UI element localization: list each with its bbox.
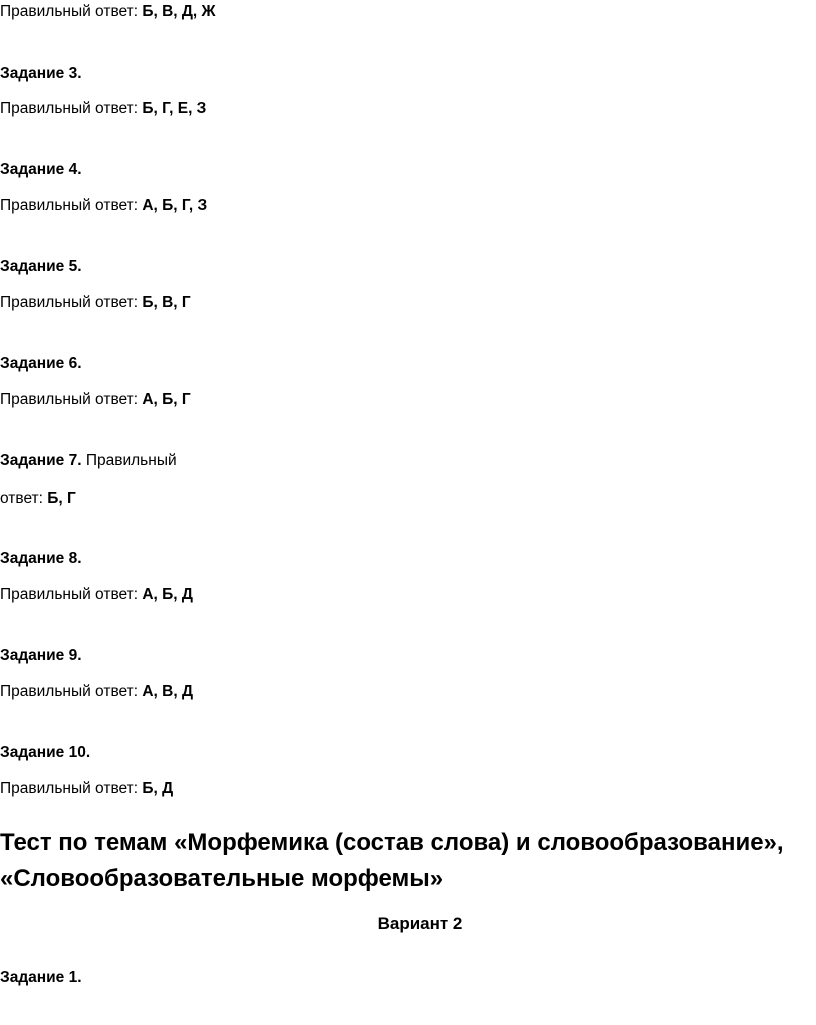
answer-value: А, Б, Д <box>142 586 193 603</box>
answer-line <box>0 196 207 216</box>
answer-value: А, Б, Г, З <box>142 197 208 214</box>
answer-line <box>0 585 193 605</box>
task-heading-inline <box>0 451 177 471</box>
answer-line <box>0 390 191 410</box>
answer-label-part2: ответ: <box>0 490 43 507</box>
answer-line <box>0 2 216 22</box>
answer-label-part1: Правильный <box>85 452 177 469</box>
answer-value: А, Б, Г <box>142 391 191 408</box>
task-heading: Задание 8. <box>0 550 82 567</box>
task-heading: Задание 3. <box>0 65 82 82</box>
variant-heading: Вариант 2 <box>377 914 463 933</box>
answer-value: Б, Г <box>47 490 76 507</box>
task-heading: Задание 10. <box>0 744 91 761</box>
answer-value: Б, В, Д, Ж <box>142 3 216 20</box>
task-heading: Задание 6. <box>0 355 82 372</box>
task-heading: Задание 1. <box>0 969 82 986</box>
answer-label: Правильный ответ: <box>0 100 139 117</box>
answer-value: Б, Д <box>142 780 174 797</box>
answer-line <box>0 779 173 799</box>
answer-label: Правильный ответ: <box>0 780 139 797</box>
answer-value: Б, Г, Е, З <box>142 100 207 117</box>
answer-label: Правильный ответ: <box>0 197 139 214</box>
task-number: Задание 7. <box>0 452 82 469</box>
test-title-line2: «Словообразовательные морфемы» <box>0 865 444 892</box>
answer-line <box>0 682 193 702</box>
answer-label: Правильный ответ: <box>0 586 139 603</box>
task-heading: Задание 9. <box>0 647 82 664</box>
answer-label: Правильный ответ: <box>0 683 139 700</box>
task-heading: Задание 4. <box>0 161 82 178</box>
answer-value: А, В, Д <box>142 683 193 700</box>
answer-label: Правильный ответ: <box>0 3 139 20</box>
answer-line <box>0 489 76 509</box>
task-heading: Задание 5. <box>0 258 82 275</box>
answer-label: Правильный ответ: <box>0 391 139 408</box>
answer-line <box>0 293 191 313</box>
answer-value: Б, В, Г <box>142 294 191 311</box>
test-title-line1: Тест по темам «Морфемика (состав слова) и словообразование», <box>0 829 784 856</box>
answer-line <box>0 99 206 119</box>
answer-label: Правильный ответ: <box>0 294 139 311</box>
